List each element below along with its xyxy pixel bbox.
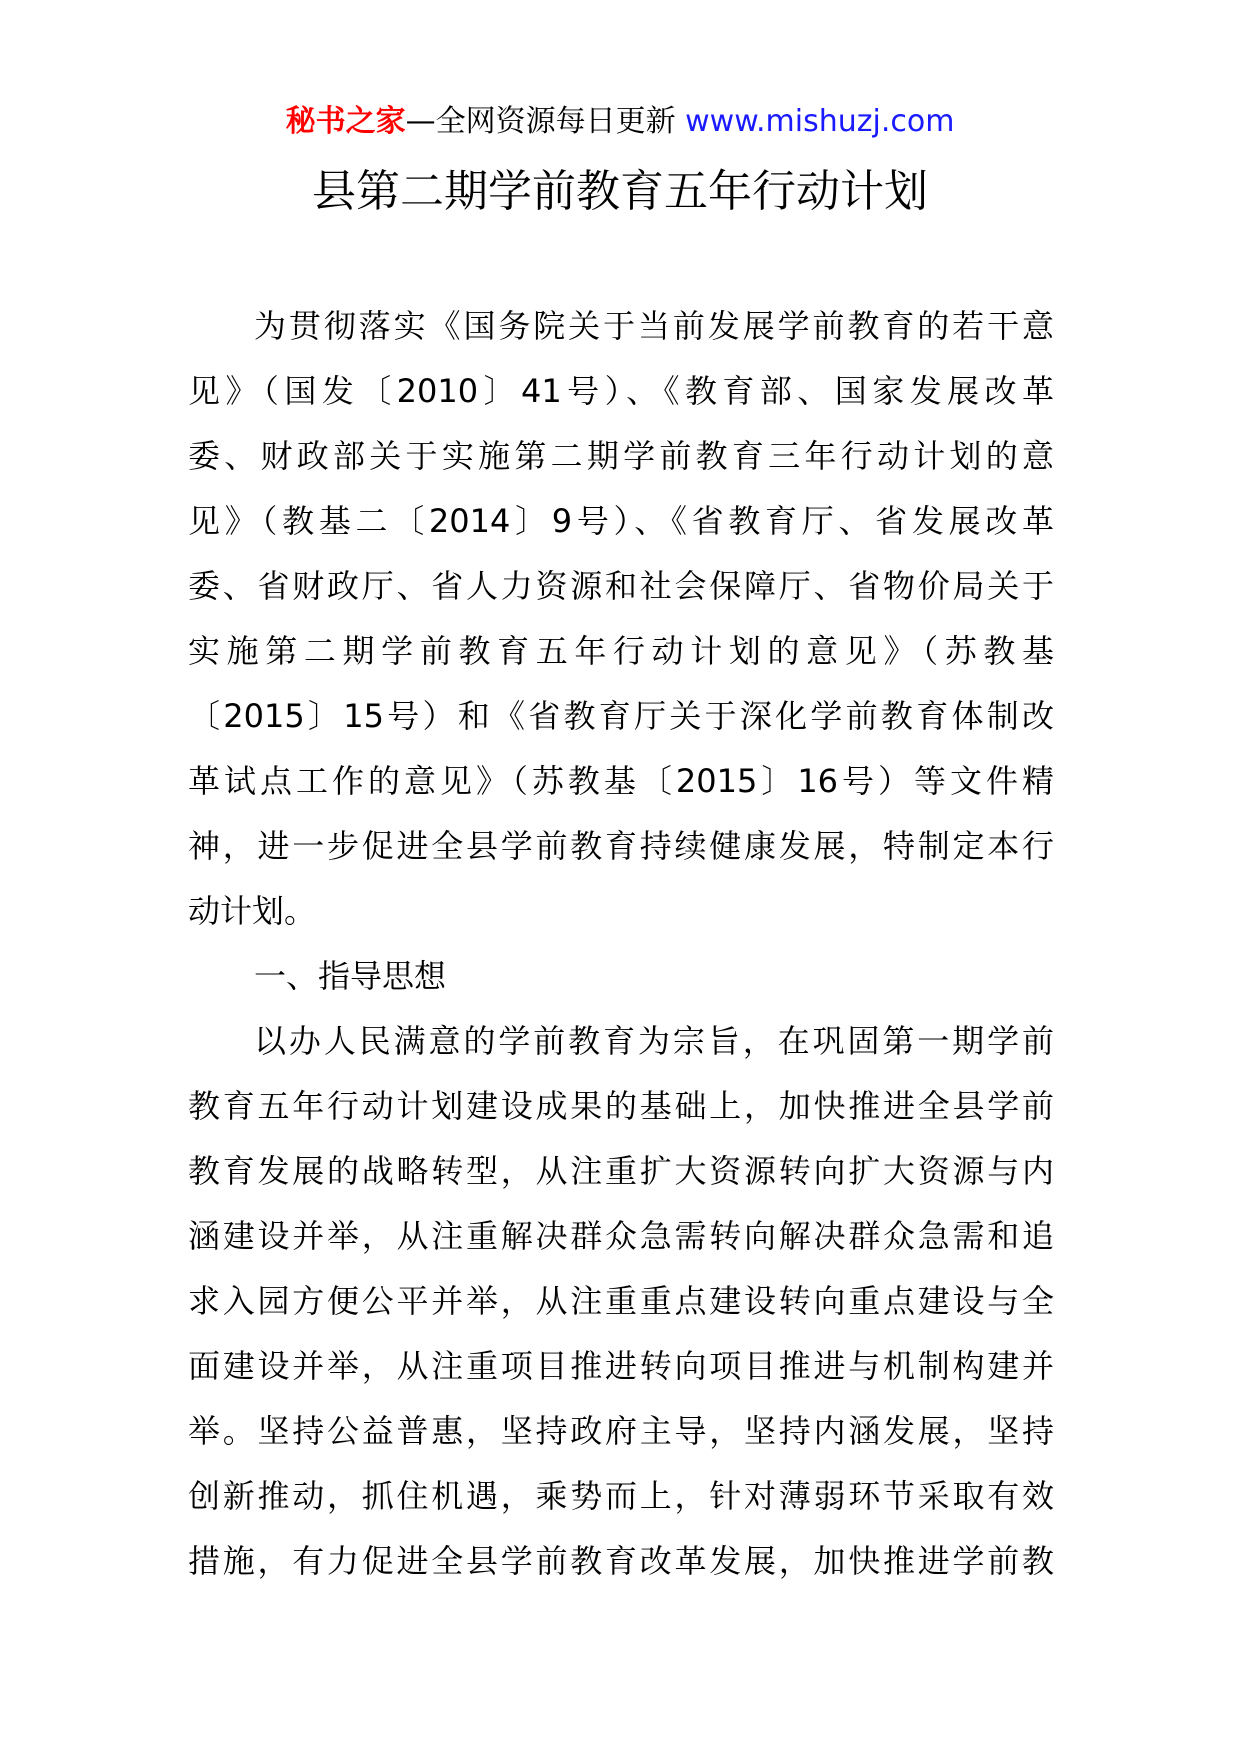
- body-line: 见》（教基二〔2014〕9号）、《省教育厅、省发展改革: [188, 502, 1054, 540]
- body-line: 委、省财政厅、省人力资源和社会保障厅、省物价局关于: [188, 567, 1054, 605]
- section-heading: 一、指导思想: [254, 957, 447, 995]
- site-slogan: —全网资源每日更新: [405, 104, 676, 139]
- body-line: 为贯彻落实《国务院关于当前发展学前教育的若干意: [254, 307, 1054, 345]
- body-line: 求入园方便公平并举，从注重重点建设转向重点建设与全: [188, 1282, 1054, 1320]
- site-brand-name: 秘书之家: [285, 104, 406, 139]
- body-line: 实施第二期学前教育五年行动计划的意见》（苏教基: [188, 632, 1054, 670]
- body-line: 神，进一步促进全县学前教育持续健康发展，特制定本行: [188, 827, 1054, 865]
- body-line: 革试点工作的意见》（苏教基〔2015〕16号）等文件精: [188, 762, 1054, 800]
- body-line: 见》（国发〔2010〕41号）、《教育部、国家发展改革: [188, 372, 1054, 410]
- body-line: 委、财政部关于实施第二期学前教育三年行动计划的意: [188, 437, 1054, 475]
- body-line: 措施，有力促进全县学前教育改革发展，加快推进学前教: [188, 1542, 1054, 1580]
- body-line: 创新推动，抓住机遇，乘势而上，针对薄弱环节采取有效: [188, 1477, 1054, 1515]
- document-title: 县第二期学前教育五年行动计划: [312, 166, 928, 217]
- body-line: 面建设并举，从注重项目推进转向项目推进与机制构建并: [188, 1347, 1054, 1385]
- body-line: 涵建设并举，从注重解决群众急需转向解决群众急需和追: [188, 1217, 1054, 1255]
- body-line: 举。坚持公益普惠，坚持政府主导，坚持内涵发展，坚持: [188, 1412, 1054, 1450]
- document-body: [188, 294, 1054, 1594]
- body-line: 〔2015〕15号）和《省教育厅关于深化学前教育体制改: [188, 697, 1054, 735]
- body-line: 教育发展的战略转型，从注重扩大资源转向扩大资源与内: [188, 1152, 1054, 1190]
- site-banner: [0, 102, 1240, 142]
- body-line: 教育五年行动计划建设成果的基础上，加快推进全县学前: [188, 1087, 1054, 1125]
- body-line: 动计划。: [188, 892, 317, 930]
- site-url-link[interactable]: www.mishuzj.com: [685, 104, 955, 139]
- body-line: 以办人民满意的学前教育为宗旨，在巩固第一期学前: [254, 1022, 1054, 1060]
